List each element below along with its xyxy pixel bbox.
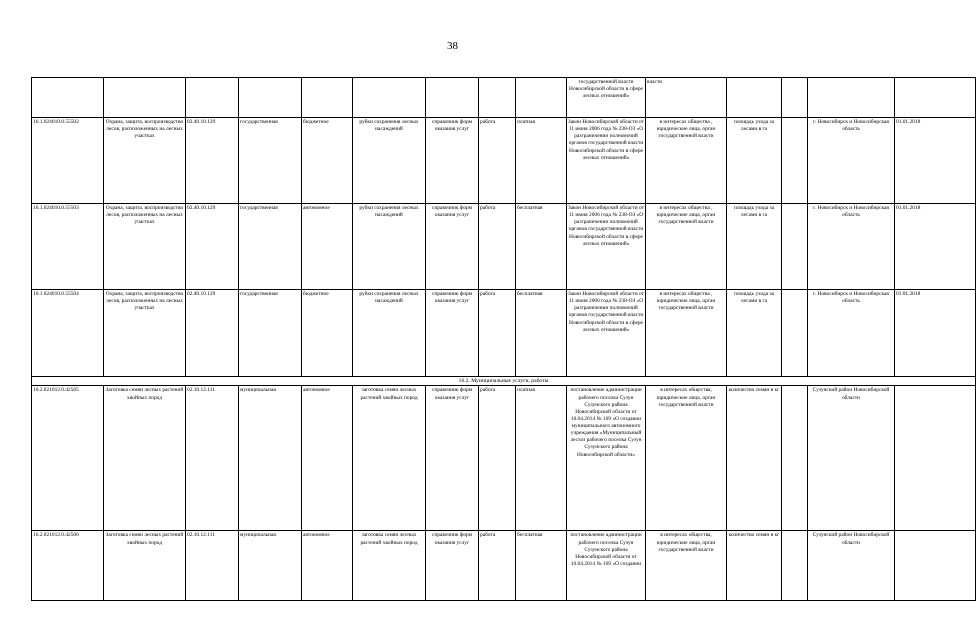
law-cell: постановление администрации рабочего поселка Сузун Сузунского района Новосибирской области от 10.04.2014 № 169 «О создании муниципального автономного учреждения «Муниципальный лесхоз рабочего поселка Сузун Сузунского района Новосибирской области» xyxy=(567,386,646,531)
table-row xyxy=(32,204,976,290)
content-cell: рубки сохранения лесных насаждений xyxy=(353,118,426,204)
name-cell: Охрана, защита, воспроизводство лесов, расположенных на лесных участках xyxy=(104,118,186,204)
date-cell: 01.01.2018 xyxy=(895,290,976,377)
institution-cell: бюджетное xyxy=(302,290,353,377)
registry-table xyxy=(31,77,976,601)
form-cell: государственная xyxy=(239,118,302,204)
territory-cell: Сузунский район Новосибирской области xyxy=(808,386,895,531)
institution-cell: автономное xyxy=(302,386,353,531)
table-row xyxy=(32,78,976,118)
territory-cell: г. Новосибирск и Новосибирская область xyxy=(808,204,895,290)
law-cell: постановление администрации рабочего поселка Сузун Сузунского района Новосибирской области от 10.04.2014 № 169 «О создании xyxy=(567,531,646,601)
provision-form-cell: справочник форм оказания услуг xyxy=(426,290,479,377)
indicator-cell: площадь ухода за лесами в га xyxy=(727,204,782,290)
provision-form-cell: справочник форм оказания услуг xyxy=(426,386,479,531)
territory-cell: г. Новосибирск и Новосибирская область xyxy=(808,290,895,377)
name-cell: Охрана, защита, воспроизводство лесов, расположенных на лесных участках xyxy=(104,290,186,377)
page-number: 38 xyxy=(447,40,458,52)
payment-cell: бесплатная xyxy=(516,531,567,601)
table-row xyxy=(32,531,976,601)
provision-form-cell: справочник форм оказания услуг xyxy=(426,118,479,204)
payment-cell: бесплатная xyxy=(516,204,567,290)
name-cell: Заготовка семян лесных растений хвойных пород xyxy=(104,386,186,531)
payment-cell: бесплатная xyxy=(516,290,567,377)
type-cell: работа xyxy=(479,204,516,290)
consumers-cell: в интересах общества , юридические лица, орган государственной власти xyxy=(646,204,727,290)
content-cell: заготовка семян лесных растений хвойных пород xyxy=(353,531,426,601)
form-cell: государственная xyxy=(239,204,302,290)
indicator-cell: площадь ухода за лесами в га xyxy=(727,290,782,377)
institution-cell: автономное xyxy=(302,531,353,601)
date-cell xyxy=(895,531,976,601)
consumers-cell: в интересах общества, юридические лица, орган государственной власти xyxy=(646,386,727,531)
okved-cell: 02.10.12.111 xyxy=(186,386,239,531)
type-cell: работа xyxy=(479,118,516,204)
territory-cell: г. Новосибирск и Новосибирская область xyxy=(808,118,895,204)
law-cell: Закон Новосибирской области от 11 июня 2006 года № 238-ОЗ «О разграничении полномочий органов государственной власти Новосибирской области в сфере лесных отношений» xyxy=(567,118,646,204)
form-cell: муниципальная xyxy=(239,531,302,601)
provision-form-cell: справочник форм оказания услуг xyxy=(426,531,479,601)
okved-cell: 02.10.12.111 xyxy=(186,531,239,601)
indicator-cell: количество семян в кг xyxy=(727,386,782,531)
code-cell: 16.2.021012.0.42506 xyxy=(32,531,104,601)
okved-cell: 02.40.10.129 xyxy=(186,290,239,377)
institution-cell: бюджетное xyxy=(302,118,353,204)
table-row xyxy=(32,290,976,377)
date-cell: 01.01.2018 xyxy=(895,204,976,290)
okved-cell: 02.40.10.129 xyxy=(186,118,239,204)
date-cell: 01.01.2018 xyxy=(895,118,976,204)
table-row xyxy=(32,118,976,204)
consumers-cell: власти xyxy=(646,78,727,118)
type-cell: работа xyxy=(479,386,516,531)
law-cell: Закон Новосибирской области от 11 июня 2006 года № 238-ОЗ «О разграничении полномочий органов государственной власти Новосибирской области в сфере лесных отношений» xyxy=(567,204,646,290)
code-cell: 16.1.024010.0.55503 xyxy=(32,204,104,290)
law-cell: государственной власти Новосибирской области в сфере лесных отношений» xyxy=(567,78,646,118)
date-cell xyxy=(895,386,976,531)
code-cell: 16.2.021012.0.42505 xyxy=(32,386,104,531)
indicator-cell: площадь ухода за лесами в га xyxy=(727,118,782,204)
institution-cell: автономное xyxy=(302,204,353,290)
type-cell: работа xyxy=(479,290,516,377)
territory-cell: Сузунский район Новосибирской области xyxy=(808,531,895,601)
name-cell: Заготовка семян лесных растений хвойных пород xyxy=(104,531,186,601)
indicator-cell: количество семян в кг xyxy=(727,531,782,601)
section-title: 16.2. Муниципальные услуги, работы xyxy=(32,377,976,386)
consumers-cell: в интересах общества , юридические лица, орган государственной власти xyxy=(646,290,727,377)
code-cell: 16.1.024010.0.55502 xyxy=(32,118,104,204)
consumers-cell: в интересах общества, юридические лица, орган государственной власти xyxy=(646,531,727,601)
provision-form-cell: справочник форм оказания услуг xyxy=(426,204,479,290)
okved-cell: 02.40.10.129 xyxy=(186,204,239,290)
content-cell: рубки сохранения лесных насаждений xyxy=(353,290,426,377)
form-cell: муниципальная xyxy=(239,386,302,531)
content-cell: заготовка семян лесных растений хвойных пород xyxy=(353,386,426,531)
name-cell: Охрана, защита, воспроизводство лесов, расположенных на лесных участках xyxy=(104,204,186,290)
content-cell: рубки сохранения лесных насаждений xyxy=(353,204,426,290)
type-cell: работа xyxy=(479,531,516,601)
payment-cell: платная xyxy=(516,386,567,531)
law-cell: Закон Новосибирской области от 11 июня 2006 года № 238-ОЗ «О разграничении полномочий органов государственной власти Новосибирской области в сфере лесных отношений» xyxy=(567,290,646,377)
table-row xyxy=(32,386,976,531)
form-cell: государственная xyxy=(239,290,302,377)
code-cell: 16.1.024010.0.55504 xyxy=(32,290,104,377)
section-header-row xyxy=(32,377,976,386)
payment-cell: платная xyxy=(516,118,567,204)
consumers-cell: в интересах общества , юридические лица, орган государственной власти xyxy=(646,118,727,204)
